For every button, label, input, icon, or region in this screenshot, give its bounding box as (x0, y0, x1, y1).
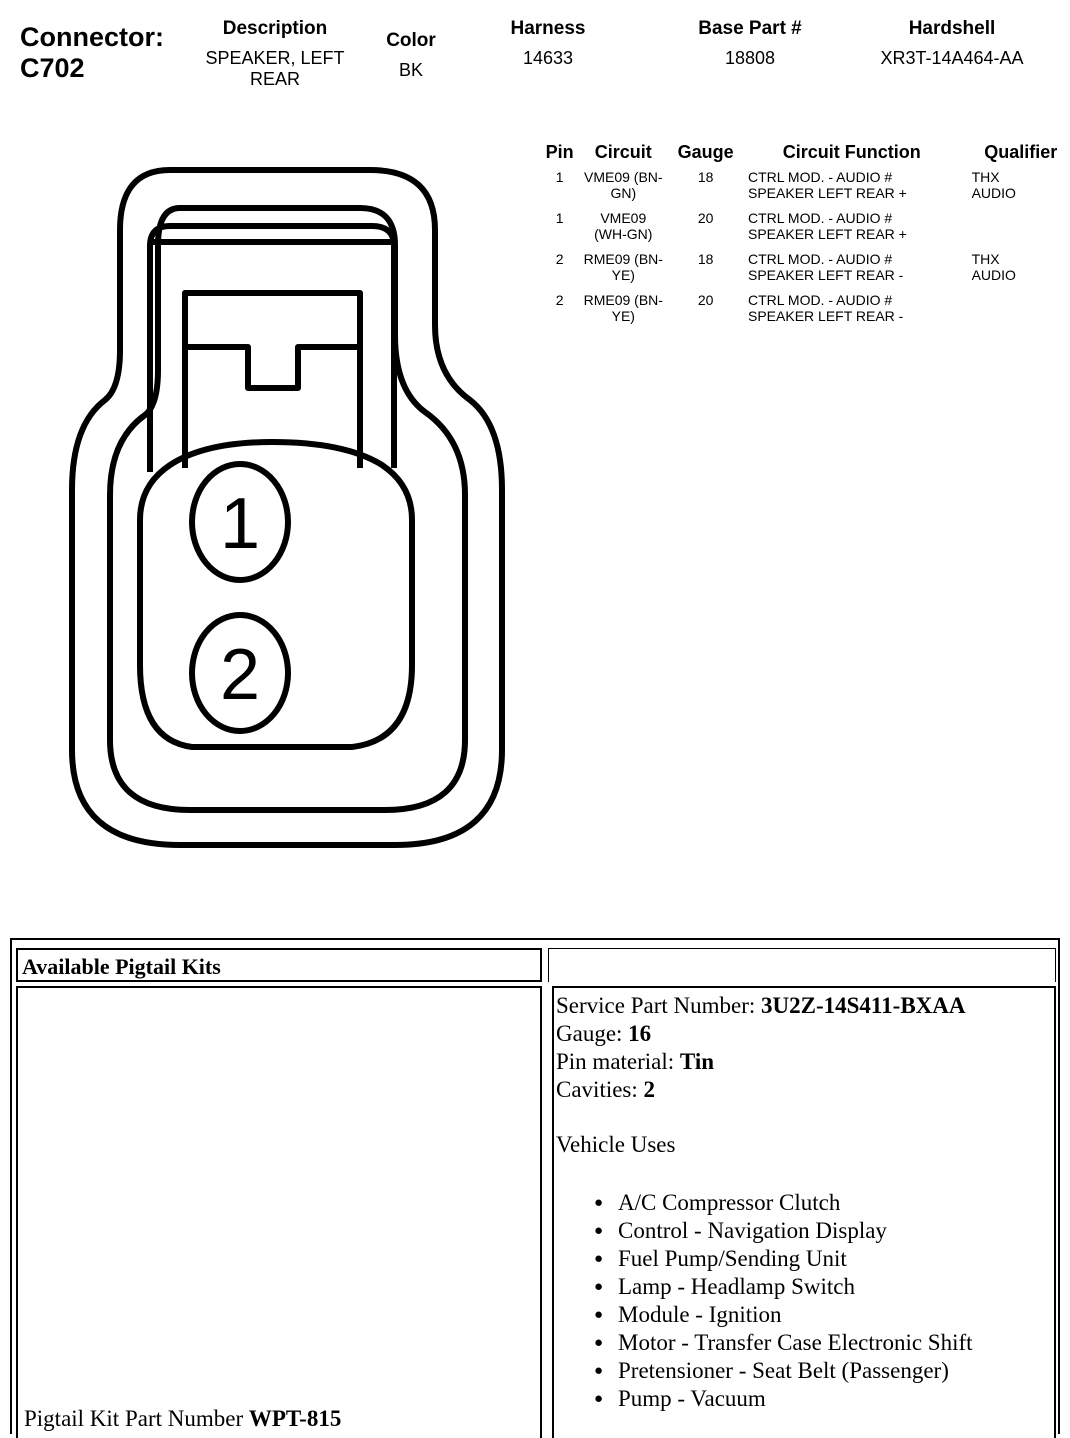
vehicle-uses-label: Vehicle Uses (556, 1132, 676, 1157)
qualifier-line-2: AUDIO (971, 185, 1016, 201)
circuit-line-2: YE) (611, 267, 635, 283)
kit-gauge-value: 16 (628, 1021, 652, 1046)
circuit-line-1: RME09 (BN- (583, 251, 663, 267)
pigtail-kit-label: Pigtail Kit Part Number (24, 1406, 249, 1431)
qualifier-cell (956, 292, 1070, 333)
hardshell-label: Hardshell (908, 18, 996, 39)
qualifier-cell (956, 169, 1070, 210)
pigtail-kit-part-number (24, 1406, 341, 1432)
table-row (540, 169, 1070, 210)
description-line-1: SPEAKER, LEFT (205, 48, 345, 68)
base-part-value: 18808 (724, 48, 776, 68)
function-cell (744, 169, 956, 210)
table-row (540, 292, 1070, 333)
service-part-label: Service Part Number: (556, 993, 762, 1018)
pigtail-kits-title-spacer (548, 948, 1056, 982)
pin-cell: 2 (555, 292, 564, 308)
pin-material-value: Tin (679, 1049, 715, 1074)
service-part-number (556, 992, 1052, 1020)
function-line-1: CTRL MOD. - AUDIO # (748, 169, 893, 185)
list-item: ● Fuel Pump/Sending Unit (594, 1245, 1052, 1273)
color-label: Color (386, 30, 436, 51)
latch-notch (185, 347, 360, 388)
header-circuit-function: Circuit Function (782, 142, 921, 162)
table-row (540, 251, 1070, 292)
circuit-cell (579, 210, 667, 251)
pin-table (540, 142, 1070, 333)
service-part-value: 3U2Z-14S411-BXAA (761, 993, 966, 1018)
cavities-value: 2 (643, 1077, 656, 1102)
kit-gauge-label: Gauge: (556, 1021, 629, 1046)
function-line-2: SPEAKER LEFT REAR - (748, 308, 904, 324)
color-value: BK (398, 60, 423, 80)
connector-label: Connector: (20, 22, 164, 52)
hardshell-value: XR3T-14A464-AA (880, 48, 1024, 68)
connector-face-diagram (40, 150, 520, 870)
pigtail-kit-cell (16, 986, 542, 1438)
header-gauge: Gauge (677, 142, 734, 162)
circuit-cell (579, 251, 667, 292)
pin-cell: 1 (555, 210, 564, 226)
qualifier-line-1: THX (971, 169, 1000, 185)
header-circuit: Circuit (594, 142, 652, 162)
connector-id: C702 (20, 53, 85, 83)
pigtail-kit-details (552, 986, 1056, 1438)
description-label: Description (222, 18, 328, 39)
header-qualifier: Qualifier (984, 142, 1058, 162)
qualifier-cell (956, 210, 1070, 251)
qualifier-line-1: THX (971, 251, 1000, 267)
circuit-line-2: YE) (611, 308, 635, 324)
cavities-label: Cavities: (556, 1077, 644, 1102)
cavity-2-number: 2 (219, 635, 261, 715)
function-line-2: SPEAKER LEFT REAR + (748, 185, 907, 201)
pigtail-kits-title: Available Pigtail Kits (16, 948, 542, 982)
function-cell (744, 292, 956, 333)
list-item: ● Module - Ignition (594, 1301, 1052, 1329)
pigtail-kits-panel (10, 938, 1060, 1434)
cavity-1-number: 1 (219, 484, 261, 564)
circuit-line-1: VME09 (BN- (584, 169, 663, 185)
vehicle-uses-list (556, 1189, 1052, 1413)
function-cell (744, 251, 956, 292)
circuit-line-1: VME09 (600, 210, 647, 226)
circuit-line-2: (WH-GN) (594, 226, 653, 242)
gauge-cell: 18 (697, 251, 714, 267)
pin-cell: 2 (555, 251, 564, 267)
list-item: ● A/C Compressor Clutch (594, 1189, 1052, 1217)
pin-material-label: Pin material: (556, 1049, 680, 1074)
circuit-line-1: RME09 (BN- (583, 292, 663, 308)
circuit-cell (579, 169, 667, 210)
function-line-2: SPEAKER LEFT REAR - (748, 267, 904, 283)
list-item: ● Control - Navigation Display (594, 1217, 1052, 1245)
header-pin: Pin (545, 142, 574, 162)
kit-gauge (556, 1020, 1052, 1048)
list-item: ● Motor - Transfer Case Electronic Shift (594, 1329, 1052, 1357)
circuit-cell (579, 292, 667, 333)
cavities (556, 1076, 1052, 1104)
pin-cell: 1 (555, 169, 564, 185)
function-line-1: CTRL MOD. - AUDIO # (748, 292, 893, 308)
gauge-cell: 20 (697, 292, 714, 308)
gauge-cell: 20 (697, 210, 714, 226)
description-value (185, 48, 365, 90)
list-item: ● Lamp - Headlamp Switch (594, 1273, 1052, 1301)
description-line-2: REAR (249, 69, 300, 89)
harness-label: Harness (510, 18, 586, 39)
list-item: ● Pump - Vacuum (594, 1385, 1052, 1413)
pin-table-header (540, 142, 1070, 169)
list-item: ● Pretensioner - Seat Belt (Passenger) (594, 1357, 1052, 1385)
harness-value: 14633 (522, 48, 574, 68)
table-row (540, 210, 1070, 251)
circuit-line-2: GN) (610, 185, 637, 201)
pigtail-kit-value: WPT-815 (248, 1406, 342, 1431)
qualifier-line-2: AUDIO (971, 267, 1016, 283)
connector-title (20, 22, 164, 84)
function-line-2: SPEAKER LEFT REAR + (748, 226, 907, 242)
pin-material (556, 1048, 1052, 1076)
gauge-cell: 18 (697, 169, 714, 185)
base-part-label: Base Part # (698, 18, 802, 39)
function-line-1: CTRL MOD. - AUDIO # (748, 251, 893, 267)
function-line-1: CTRL MOD. - AUDIO # (748, 210, 893, 226)
function-cell (744, 210, 956, 251)
qualifier-cell (956, 251, 1070, 292)
